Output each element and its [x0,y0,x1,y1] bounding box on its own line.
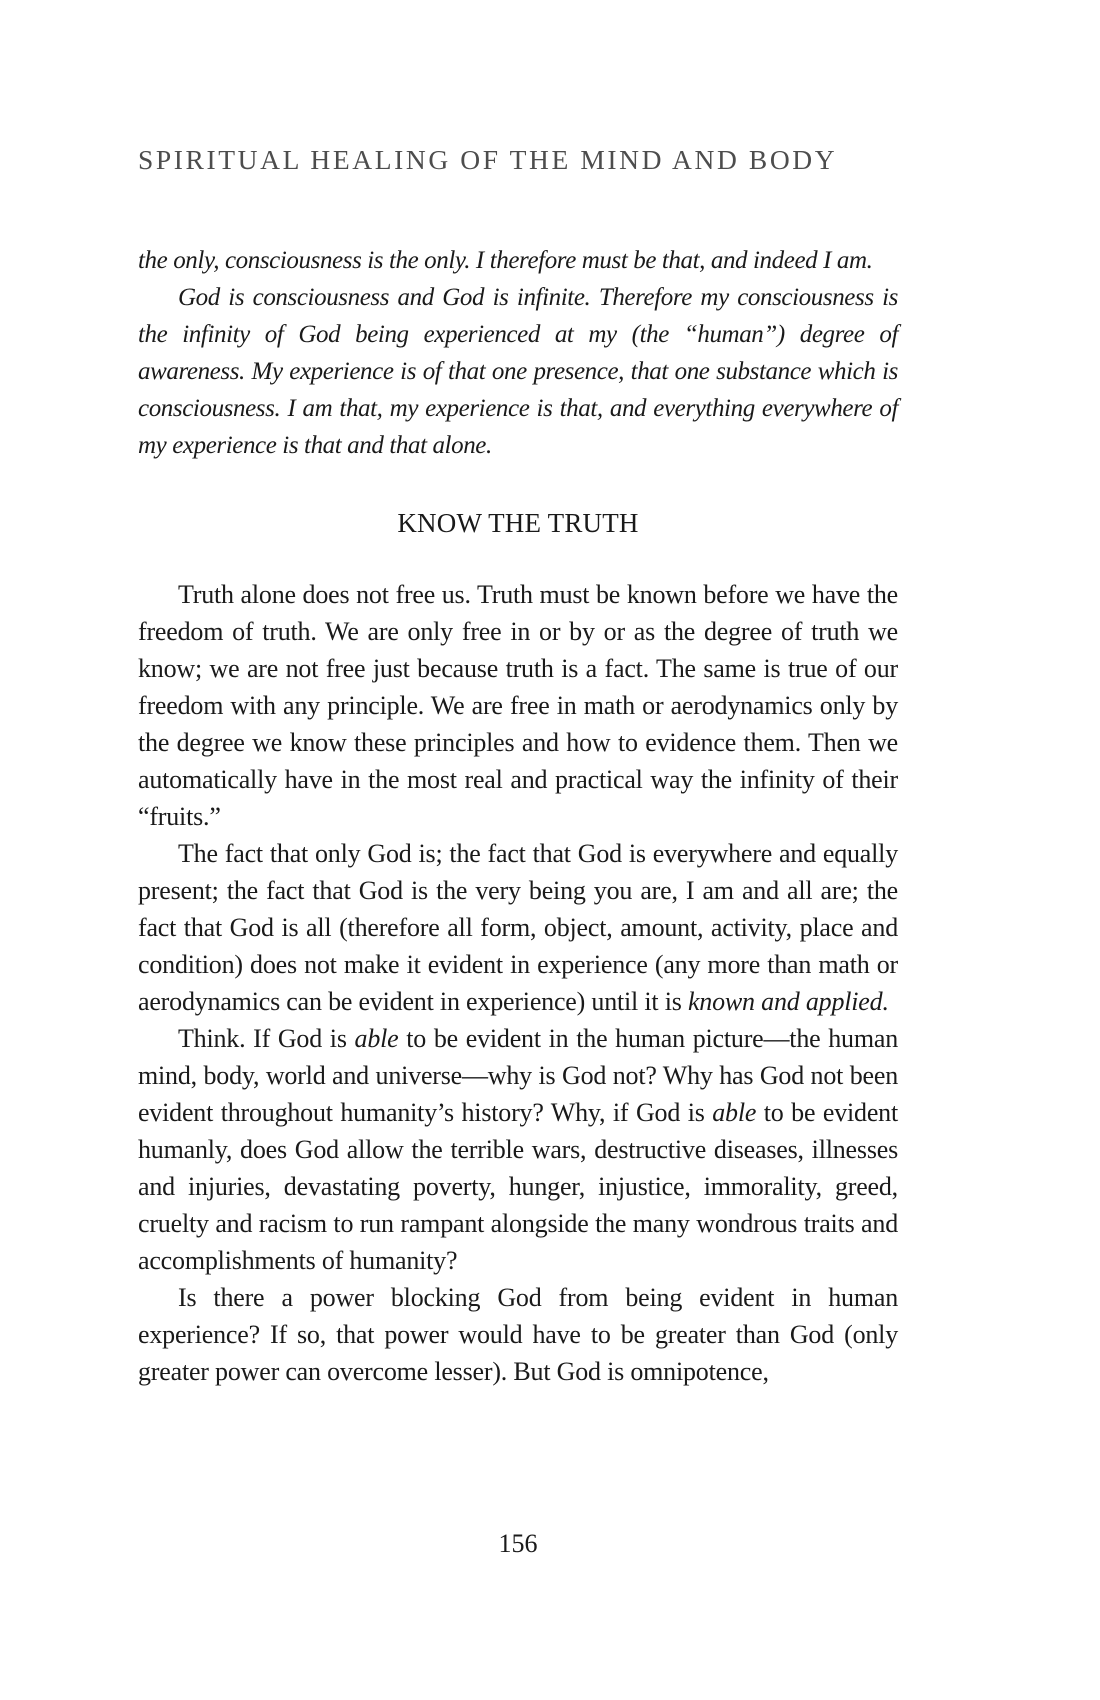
italic-passage [138,242,898,464]
italic-paragraph-1: the only, consciousness is the only. I therefore must be that, and indeed I am. [138,247,873,274]
body-paragraph-2-text: The fact that only God is; the fact that God is everywhere and equally present; the fact that God is the very being you are, I am and all are; the fact that God is all (therefore all form, object, amount, activity, place and condition) does not make it evident in experience (any more than math or aerodynamics can be evident in experience) until it is [138,839,898,1016]
italic-paragraph-2: God is consciousness and God is infinite. Therefore my consciousness is the infinity of God being experienced at my (the “human”) degree of awareness. My experience is of that one presence, that one substance which is consciousness. I am that, my experience is that, and everything everywhere of my experience is that and that alone. [138,284,898,459]
section-heading: KNOW THE TRUTH [397,508,639,538]
body-paragraph-3-emphasis-2: able [712,1098,757,1127]
body-paragraph-3 [138,1020,898,1279]
body-paragraph-2 [138,835,898,1020]
page-number: 156 [498,1529,538,1558]
body-paragraph-2-emphasis: known and applied. [687,987,889,1016]
body-text [138,576,898,1390]
body-paragraph-3-text-a: Think. If God is [178,1024,355,1053]
body-paragraph-3-text-b: to be evident in the human picture—the human mind, body, world and universe—why is God not? Why has God not been evident throughout humanity’s history? Why, if God is [138,1024,898,1127]
running-head: SPIRITUAL HEALING OF THE MIND AND BODY [138,144,838,175]
body-paragraph-3-emphasis-1: able [354,1024,399,1053]
body-paragraph-3-text-c: to be evident humanly, does God allow the terrible wars, destructive diseases, illnesses and injuries, devastating poverty, hunger, injustice, immorality, greed, cruelty and racism to run rampant alongside the many wondrous traits and accomplishments of humanity? [138,1098,898,1275]
body-paragraph-4: Is there a power blocking God from being evident in human experience? If so, that power would have to be greater than God (only greater power can overcome lesser). But God is omnipotence, [138,1283,898,1386]
body-paragraph-1: Truth alone does not free us. Truth must be known before we have the freedom of truth. We are only free in or by or as the degree of truth we know; we are not free just because truth is a fact. The same is true of our freedom with any principle. We are free in math or aerodynamics only by the degree we know these principles and how to evidence them. Then we automatically have in the most real and practical way the infinity of their “fruits.” [138,580,898,831]
